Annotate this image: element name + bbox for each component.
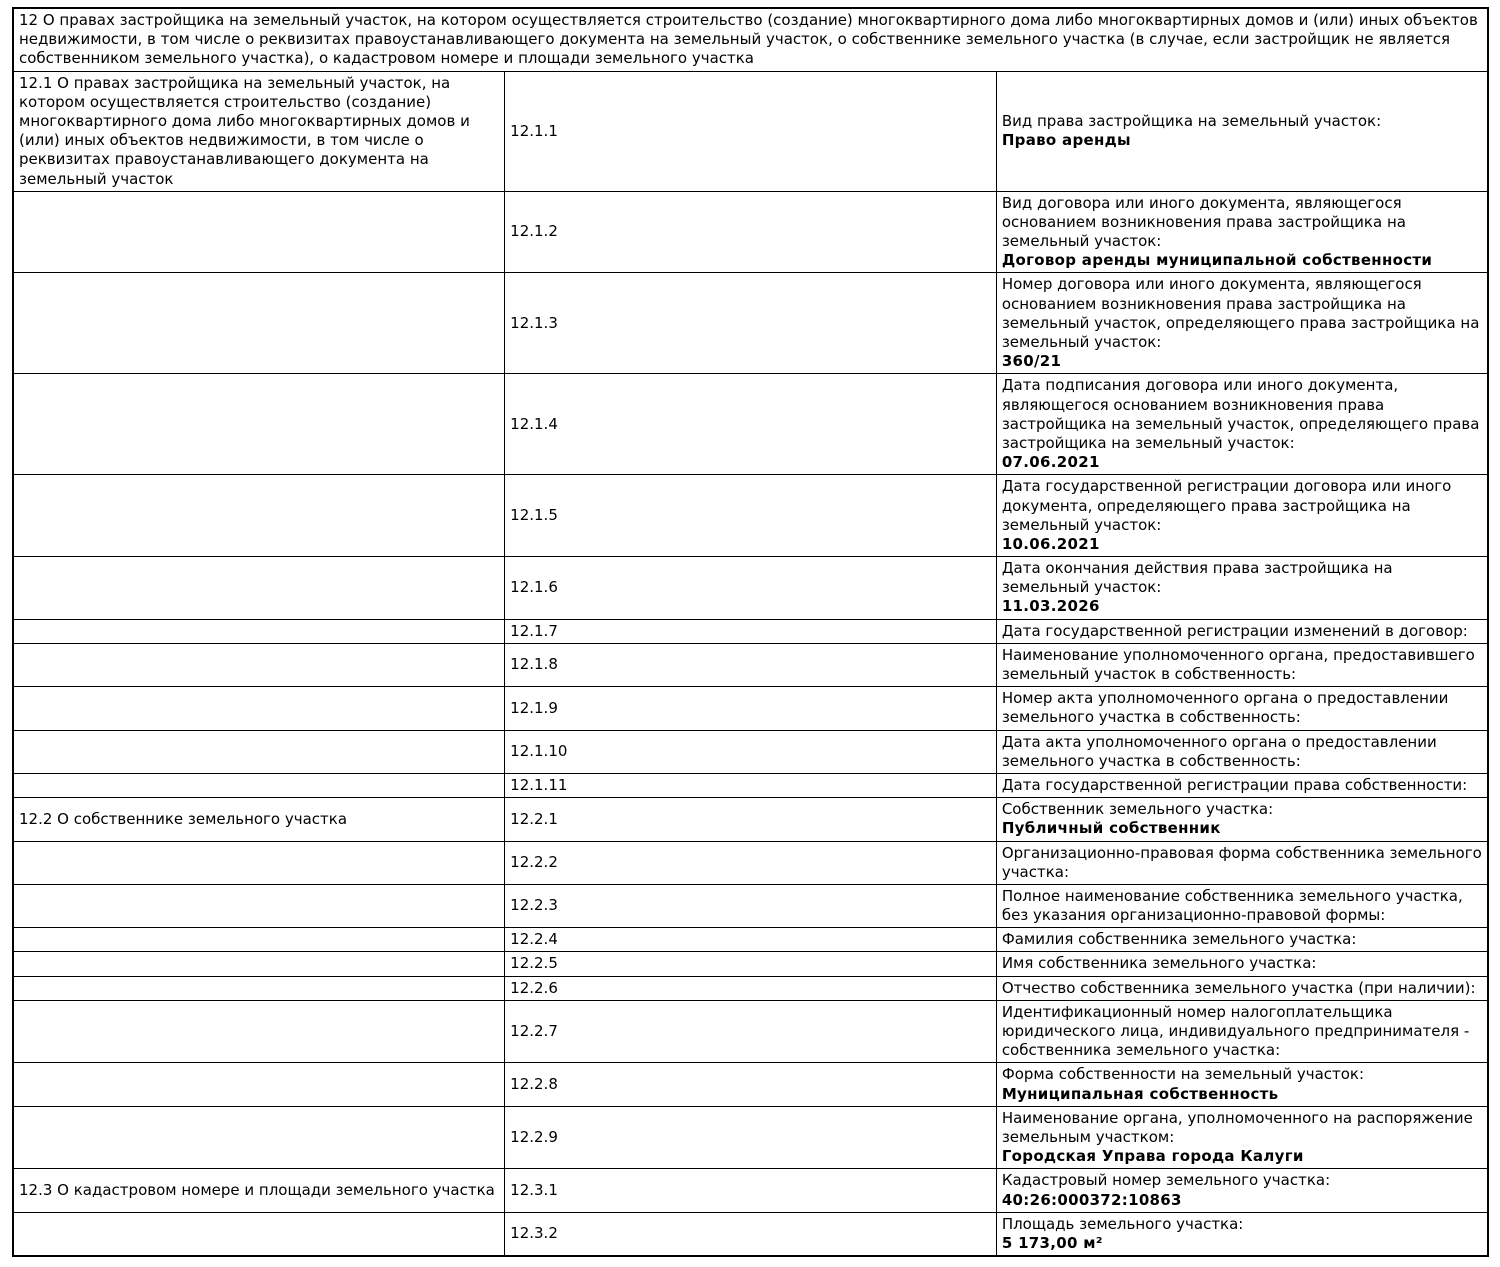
- field-value: 10.06.2021: [1001, 534, 1100, 553]
- table-header-row: [13, 8, 1488, 71]
- row-content-cell: [996, 475, 1488, 557]
- row-content-cell: [996, 928, 1488, 952]
- section-empty-cell: [13, 1063, 505, 1106]
- row-code: 12.1.9: [505, 687, 997, 730]
- section-empty-cell: [13, 1106, 505, 1169]
- section-empty-cell: [13, 841, 505, 884]
- field-label: Форма собственности на земельный участок:: [1001, 1065, 1365, 1084]
- row-code: 12.2.8: [505, 1063, 997, 1106]
- section-label-cell: 12.2 О собственнике земельного участка: [13, 798, 505, 841]
- field-label: Кадастровый номер земельного участка:: [1001, 1171, 1331, 1190]
- field-label: Отчество собственника земельного участка (при наличии):: [1001, 978, 1476, 997]
- section-empty-cell: [13, 773, 505, 797]
- row-code: 12.1.7: [505, 619, 997, 643]
- table-row: [13, 952, 1488, 976]
- table-row: [13, 1063, 1488, 1106]
- row-content-cell: [996, 374, 1488, 475]
- field-label: Номер акта уполномоченного органа о предоставлении земельного участка в собственность:: [1001, 689, 1449, 727]
- row-code: 12.1.2: [505, 191, 997, 273]
- field-value: 5 173,00 м²: [1001, 1233, 1103, 1252]
- table-row: [13, 687, 1488, 730]
- section-empty-cell: [13, 976, 505, 1000]
- field-label: Дата окончания действия права застройщика на земельный участок:: [1001, 559, 1393, 597]
- field-label: Дата акта уполномоченного органа о предоставлении земельного участка в собственность:: [1001, 732, 1437, 770]
- table-row: [13, 1106, 1488, 1169]
- row-content-cell: [996, 191, 1488, 273]
- section-empty-cell: [13, 557, 505, 620]
- field-label: Площадь земельного участка:: [1001, 1214, 1244, 1233]
- row-code: 12.1.6: [505, 557, 997, 620]
- table-row: [13, 1169, 1488, 1212]
- field-value: 40:26:000372:10863: [1001, 1190, 1182, 1209]
- field-label: Вид договора или иного документа, являющегося основанием возникновения права застройщика на земельный участок:: [1001, 193, 1406, 251]
- table-row: [13, 71, 1488, 191]
- field-label: Дата государственной регистрации договора или иного документа, определяющего права застройщика на земельный участок:: [1001, 477, 1452, 534]
- section-empty-cell: [13, 619, 505, 643]
- section-label-cell: 12.1 О правах застройщика на земельный участок, на котором осуществляется строительство (создание) многоквартирного дома либо многоквартирных домов и (или) иных объектов недвижимости, в том числе о реквизитах правоустанавливающего документа на земельный участок: [13, 71, 505, 191]
- table-row: [13, 191, 1488, 273]
- field-label: Наименование уполномоченного органа, предоставившего земельный участок в собственность:: [1001, 645, 1475, 683]
- row-code: 12.2.9: [505, 1106, 997, 1169]
- row-code: 12.2.4: [505, 928, 997, 952]
- section-empty-cell: [13, 884, 505, 927]
- row-code: 12.2.5: [505, 952, 997, 976]
- field-value: Право аренды: [1001, 131, 1131, 150]
- row-content-cell: [996, 1063, 1488, 1106]
- row-content-cell: [996, 687, 1488, 730]
- row-content-cell: [996, 619, 1488, 643]
- row-content-cell: [996, 841, 1488, 884]
- section-empty-cell: [13, 475, 505, 557]
- row-code: 12.1.4: [505, 374, 997, 475]
- row-code: 12.1.5: [505, 475, 997, 557]
- table-row: [13, 884, 1488, 927]
- field-value: Публичный собственник: [1001, 819, 1221, 838]
- table-row: [13, 928, 1488, 952]
- table-row: [13, 619, 1488, 643]
- row-content-cell: [996, 730, 1488, 773]
- table-row: [13, 773, 1488, 797]
- table-row: [13, 1000, 1488, 1063]
- field-label: Дата подписания договора или иного документа, являющегося основанием возникновения права застройщика на земельный участок, определяющего права застройщика на земельный участок:: [1001, 376, 1480, 452]
- row-content-cell: [996, 976, 1488, 1000]
- section-empty-cell: [13, 952, 505, 976]
- row-content-cell: [996, 884, 1488, 927]
- field-label: Дата государственной регистрации права собственности:: [1001, 775, 1468, 794]
- field-value: Муниципальная собственность: [1001, 1084, 1279, 1103]
- table-row: [13, 643, 1488, 686]
- row-content-cell: [996, 798, 1488, 841]
- field-label: Организационно-правовая форма собственника земельного участка:: [1001, 843, 1482, 881]
- row-code: 12.3.2: [505, 1212, 997, 1256]
- section-empty-cell: [13, 374, 505, 475]
- field-value: Договор аренды муниципальной собственности: [1001, 251, 1433, 270]
- table-row: [13, 557, 1488, 620]
- section-empty-cell: [13, 928, 505, 952]
- field-label: Дата государственной регистрации изменений в договор:: [1001, 621, 1468, 640]
- field-label: Собственник земельного участка:: [1001, 800, 1274, 819]
- field-label: Фамилия собственника земельного участка:: [1001, 930, 1357, 949]
- row-code: 12.1.11: [505, 773, 997, 797]
- row-code: 12.2.1: [505, 798, 997, 841]
- row-code: 12.3.1: [505, 1169, 997, 1212]
- row-code: 12.1.10: [505, 730, 997, 773]
- row-content-cell: [996, 273, 1488, 374]
- field-value: 07.06.2021: [1001, 453, 1100, 472]
- section-empty-cell: [13, 643, 505, 686]
- row-content-cell: [996, 71, 1488, 191]
- field-value: 11.03.2026: [1001, 597, 1100, 616]
- row-code: 12.1.1: [505, 71, 997, 191]
- field-label: Наименование органа, уполномоченного на распоряжение земельным участком:: [1001, 1108, 1473, 1146]
- field-label: Имя собственника земельного участка:: [1001, 954, 1317, 973]
- field-label: Идентификационный номер налогоплательщика юридического лица, индивидуального предпринимателя - собственника земельного участка:: [1001, 1002, 1470, 1060]
- section-empty-cell: [13, 1212, 505, 1256]
- table-row: [13, 976, 1488, 1000]
- field-label: Вид права застройщика на земельный участок:: [1001, 111, 1382, 130]
- table-row: [13, 798, 1488, 841]
- field-value: 360/21: [1001, 352, 1062, 371]
- row-content-cell: [996, 773, 1488, 797]
- table-row: [13, 273, 1488, 374]
- declaration-table: [12, 7, 1489, 1257]
- row-code: 12.2.3: [505, 884, 997, 927]
- row-code: 12.2.2: [505, 841, 997, 884]
- field-value: Городская Управа города Калуги: [1001, 1147, 1304, 1166]
- row-content-cell: [996, 1000, 1488, 1063]
- section-empty-cell: [13, 191, 505, 273]
- table-row: [13, 374, 1488, 475]
- section-12-header: 12 О правах застройщика на земельный участок, на котором осуществляется строительство (создание) многоквартирного дома либо многоквартирных домов и (или) иных объектов недвижимости, в том числе о реквизитах правоустанавливающего документа на земельный участок, о собственнике земельного участка (в случае, если застройщик не является собственником земельного участка), о кадастровом номере и площади земельного участка: [13, 8, 1488, 71]
- row-code: 12.2.6: [505, 976, 997, 1000]
- row-content-cell: [996, 952, 1488, 976]
- section-empty-cell: [13, 687, 505, 730]
- row-content-cell: [996, 1169, 1488, 1212]
- row-content-cell: [996, 557, 1488, 620]
- table-row: [13, 475, 1488, 557]
- row-content-cell: [996, 643, 1488, 686]
- table-row: [13, 1212, 1488, 1256]
- declaration-table-body: [13, 8, 1488, 1256]
- table-row: [13, 841, 1488, 884]
- row-content-cell: [996, 1106, 1488, 1169]
- section-label-cell: 12.3 О кадастровом номере и площади земельного участка: [13, 1169, 505, 1212]
- field-label: Полное наименование собственника земельного участка, без указания организационно-правовой формы:: [1001, 886, 1463, 925]
- section-empty-cell: [13, 730, 505, 773]
- row-code: 12.2.7: [505, 1000, 997, 1063]
- table-row: [13, 730, 1488, 773]
- section-empty-cell: [13, 273, 505, 374]
- row-code: 12.1.3: [505, 273, 997, 374]
- row-content-cell: [996, 1212, 1488, 1256]
- field-label: Номер договора или иного документа, являющегося основанием возникновения права застройщика на земельный участок, определяющего права застройщика на земельный участок:: [1001, 275, 1480, 351]
- section-empty-cell: [13, 1000, 505, 1063]
- row-code: 12.1.8: [505, 643, 997, 686]
